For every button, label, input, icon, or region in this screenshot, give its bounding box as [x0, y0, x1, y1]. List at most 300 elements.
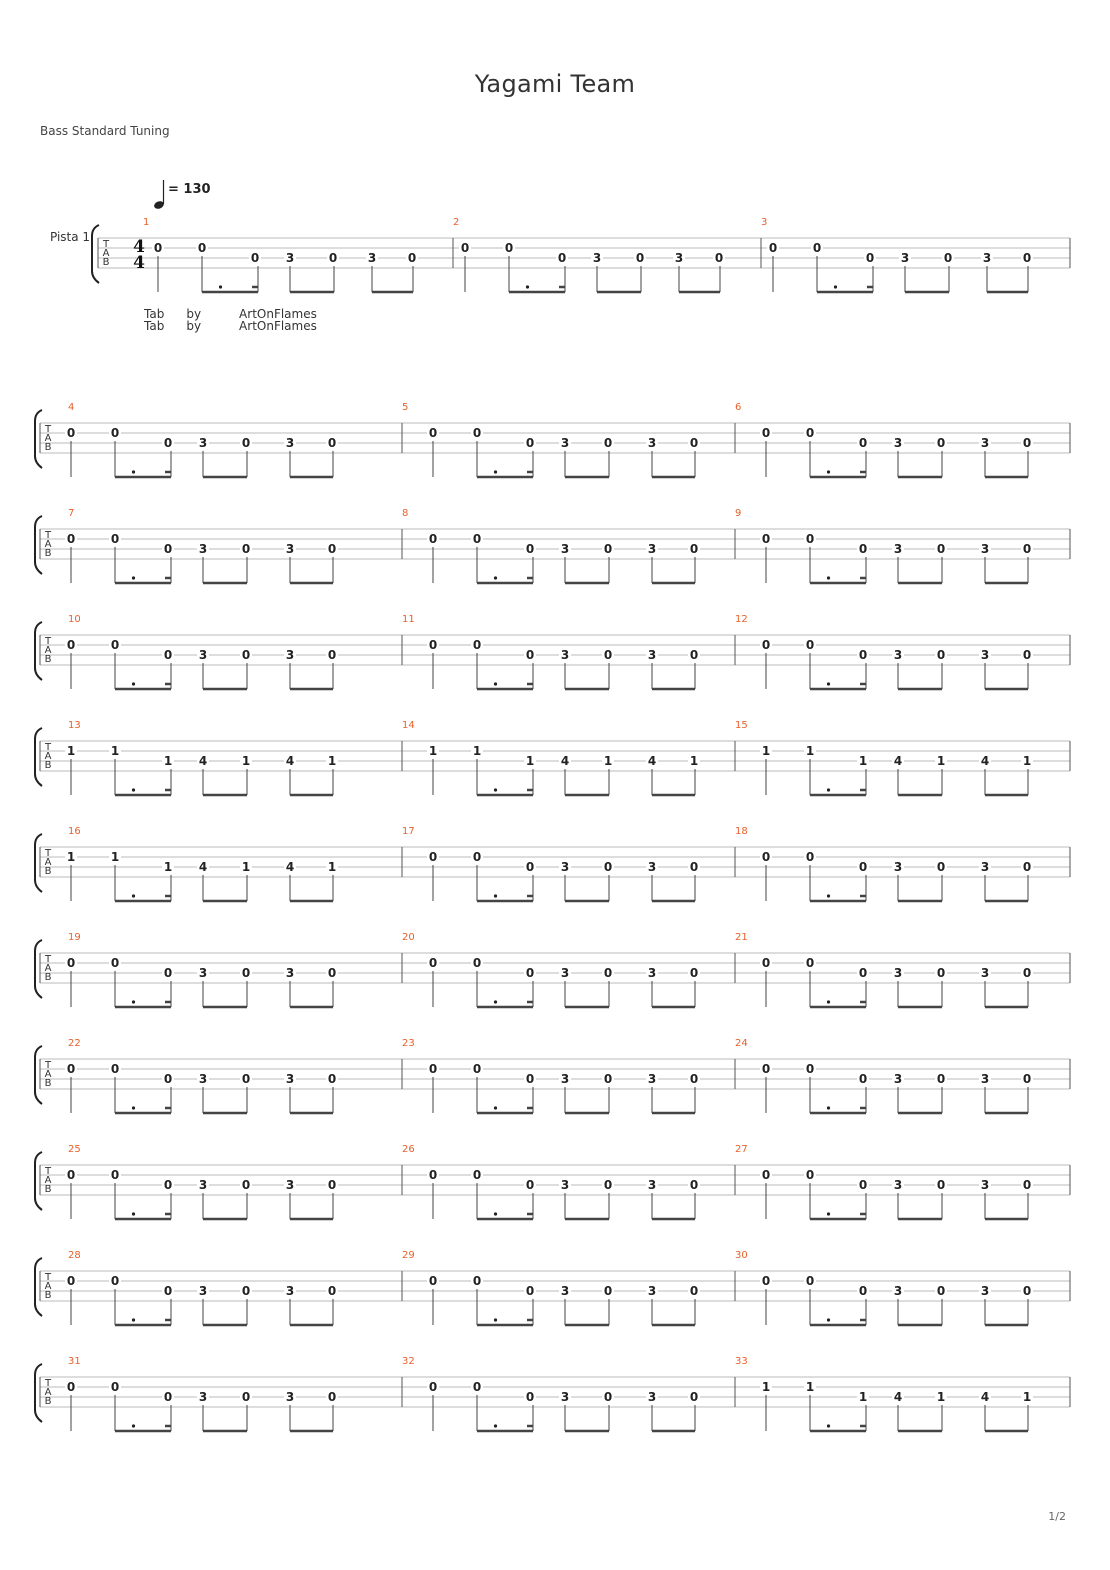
fret-number: 3 [980, 1072, 990, 1086]
fret-number: 0 [327, 542, 337, 556]
fret-number: 0 [525, 966, 535, 980]
fret-number: 0 [163, 1178, 173, 1192]
measure-number: 9 [735, 508, 742, 519]
measure-number: 23 [402, 1038, 415, 1049]
time-signature-top: 4 [133, 237, 145, 257]
tab-clef-letter: T [44, 848, 52, 859]
fret-number: 1 [761, 1380, 771, 1394]
fret-number: 3 [285, 1178, 295, 1192]
tab-clef-letter: T [44, 1060, 52, 1071]
tab-clef-letter: B [44, 654, 52, 665]
fret-number: 3 [980, 1284, 990, 1298]
tab-clef-letter: B [44, 972, 52, 983]
measure-number: 5 [402, 402, 409, 413]
fret-number: 0 [603, 1178, 613, 1192]
dot [827, 470, 830, 473]
fret-number: 3 [893, 860, 903, 874]
tab-clef-letter: T [102, 239, 110, 250]
fret-number: 3 [647, 1178, 657, 1192]
fret-number: 0 [1022, 648, 1032, 662]
measure-number: 1 [143, 217, 150, 228]
fret-number: 0 [241, 1178, 251, 1192]
measure-number: 3 [761, 217, 768, 228]
fret-number: 3 [647, 1390, 657, 1404]
fret-number: 0 [936, 860, 946, 874]
fret-number: 0 [1022, 1178, 1032, 1192]
fret-number: 3 [198, 1284, 208, 1298]
fret-number: 1 [1022, 1390, 1032, 1404]
system-bracket [35, 728, 42, 786]
fret-number: 0 [714, 251, 724, 265]
fret-number: 0 [689, 1284, 699, 1298]
dot [132, 788, 135, 791]
measure-number: 27 [735, 1144, 748, 1155]
fret-number: 3 [980, 860, 990, 874]
fret-number: 0 [936, 542, 946, 556]
dot [132, 576, 135, 579]
tab-clef-letter: T [44, 636, 52, 647]
measure-number: 15 [735, 720, 748, 731]
fret-number: 0 [327, 1072, 337, 1086]
fret-number: 0 [936, 1284, 946, 1298]
fret-number: 3 [980, 1178, 990, 1192]
fret-number: 0 [689, 860, 699, 874]
fret-number: 3 [647, 436, 657, 450]
fret-number: 3 [893, 542, 903, 556]
fret-number: 0 [163, 1390, 173, 1404]
fret-number: 0 [525, 1284, 535, 1298]
tempo-marking [153, 180, 210, 210]
fret-number: 0 [66, 956, 76, 970]
fret-number: 0 [603, 966, 613, 980]
measure-number: 18 [735, 826, 748, 837]
fret-number: 0 [472, 1274, 482, 1288]
measure-number: 19 [68, 932, 81, 943]
fret-number: 0 [428, 850, 438, 864]
fret-number: 0 [761, 1062, 771, 1076]
dot [132, 1318, 135, 1321]
fret-number: 4 [647, 754, 657, 768]
fret-number: 0 [66, 1168, 76, 1182]
fret-number: 3 [592, 251, 602, 265]
fret-number: 0 [805, 1274, 815, 1288]
fret-number: 0 [110, 956, 120, 970]
fret-number: 3 [647, 542, 657, 556]
dot [494, 894, 497, 897]
measure-number: 21 [735, 932, 748, 943]
dot [132, 894, 135, 897]
fret-number: 0 [66, 1062, 76, 1076]
track-name: Pista 1 [50, 230, 91, 244]
fret-number: 1 [858, 754, 868, 768]
tab-clef-letter: A [44, 751, 52, 762]
fret-number: 3 [198, 1178, 208, 1192]
fret-number: 0 [66, 532, 76, 546]
fret-number: 0 [110, 1168, 120, 1182]
measure-number: 7 [68, 508, 75, 519]
dot [827, 1000, 830, 1003]
fret-number: 0 [761, 1274, 771, 1288]
measure-number: 24 [735, 1038, 748, 1049]
dot [494, 470, 497, 473]
dot [827, 1212, 830, 1215]
fret-number: 4 [560, 754, 570, 768]
tab-clef-letter: T [44, 954, 52, 965]
fret-number: 0 [163, 966, 173, 980]
fret-number: 3 [560, 1390, 570, 1404]
fret-number: 0 [504, 241, 514, 255]
fret-number: 0 [1022, 860, 1032, 874]
fret-number: 0 [241, 436, 251, 450]
fret-number: 0 [428, 1274, 438, 1288]
dot [827, 788, 830, 791]
fret-number: 0 [805, 956, 815, 970]
fret-number: 0 [858, 860, 868, 874]
dot [132, 470, 135, 473]
tab-clef-letter: A [44, 645, 52, 656]
dot [494, 576, 497, 579]
fret-number: 3 [560, 1284, 570, 1298]
fret-number: 3 [198, 966, 208, 980]
fret-number: 0 [428, 1168, 438, 1182]
fret-number: 0 [936, 966, 946, 980]
tab-clef-letter: A [102, 248, 110, 259]
fret-number: 0 [865, 251, 875, 265]
tab-clef-letter: A [44, 433, 52, 444]
dot [132, 682, 135, 685]
fret-number: 3 [560, 860, 570, 874]
fret-number: 0 [110, 426, 120, 440]
time-signature-bottom: 4 [133, 253, 145, 273]
fret-number: 0 [858, 1072, 868, 1086]
system-bracket [35, 1152, 42, 1210]
fret-number: 0 [1022, 1072, 1032, 1086]
fret-number: 0 [472, 426, 482, 440]
fret-number: 3 [285, 1284, 295, 1298]
fret-number: 1 [936, 1390, 946, 1404]
fret-number: 0 [327, 436, 337, 450]
fret-number: 0 [858, 542, 868, 556]
dot [526, 285, 529, 288]
fret-number: 0 [761, 426, 771, 440]
fret-number: 0 [557, 251, 567, 265]
measure-number: 30 [735, 1250, 748, 1261]
fret-number: 0 [472, 1168, 482, 1182]
fret-number: 0 [603, 1390, 613, 1404]
tab-clef-letter: B [44, 1184, 52, 1195]
fret-number: 0 [689, 648, 699, 662]
fret-number: 1 [1022, 754, 1032, 768]
fret-number: 3 [198, 648, 208, 662]
fret-number: 3 [285, 251, 295, 265]
fret-number: 0 [241, 1072, 251, 1086]
fret-number: 0 [327, 1284, 337, 1298]
fret-number: 0 [163, 1284, 173, 1298]
measure-number: 28 [68, 1250, 81, 1261]
dot [827, 576, 830, 579]
fret-number: 0 [328, 251, 338, 265]
fret-number: 0 [812, 241, 822, 255]
fret-number: 3 [647, 966, 657, 980]
tab-clef-letter: B [44, 1078, 52, 1089]
tempo-value: = 130 [168, 182, 211, 197]
measure-number: 11 [402, 614, 415, 625]
fret-number: 3 [198, 1072, 208, 1086]
dot [827, 1106, 830, 1109]
fret-number: 3 [980, 542, 990, 556]
fret-number: 0 [327, 966, 337, 980]
system-bracket [35, 622, 42, 680]
fret-number: 0 [428, 532, 438, 546]
tab-clef-letter: B [44, 866, 52, 877]
system-bracket [35, 516, 42, 574]
fret-number: 0 [241, 542, 251, 556]
fret-number: 1 [327, 860, 337, 874]
fret-number: 0 [805, 1062, 815, 1076]
fret-number: 0 [603, 648, 613, 662]
fret-number: 0 [936, 1072, 946, 1086]
fret-number: 0 [250, 251, 260, 265]
fret-number: 0 [327, 1390, 337, 1404]
fret-number: 0 [603, 436, 613, 450]
fret-number: 0 [327, 648, 337, 662]
fret-number: 1 [163, 754, 173, 768]
fret-number: 4 [198, 860, 208, 874]
fret-number: 0 [1022, 436, 1032, 450]
fret-number: 0 [163, 436, 173, 450]
fret-number: 0 [241, 966, 251, 980]
fret-number: 0 [197, 241, 207, 255]
fret-number: 1 [66, 850, 76, 864]
tab-clef-letter: T [44, 530, 52, 541]
fret-number: 0 [689, 1178, 699, 1192]
fret-number: 3 [980, 966, 990, 980]
fret-number: 0 [761, 1168, 771, 1182]
fret-number: 0 [525, 1390, 535, 1404]
tuning-label: Bass Standard Tuning [40, 124, 170, 138]
dot [494, 1106, 497, 1109]
fret-number: 4 [198, 754, 208, 768]
dot [132, 1424, 135, 1427]
fret-number: 1 [110, 850, 120, 864]
fret-number: 3 [285, 648, 295, 662]
measure-number: 31 [68, 1356, 81, 1367]
fret-number: 0 [428, 638, 438, 652]
fret-number: 3 [647, 1284, 657, 1298]
fret-number: 3 [647, 1072, 657, 1086]
system-bracket [35, 834, 42, 892]
dot [494, 1424, 497, 1427]
fret-number: 0 [936, 648, 946, 662]
dot [494, 1000, 497, 1003]
fret-number: 0 [689, 1390, 699, 1404]
system-bracket [35, 1364, 42, 1422]
measure-number: 13 [68, 720, 81, 731]
fret-number: 0 [153, 241, 163, 255]
fret-number: 0 [525, 860, 535, 874]
fret-number: 0 [407, 251, 417, 265]
fret-number: 3 [560, 436, 570, 450]
fret-number: 0 [805, 1168, 815, 1182]
fret-number: 0 [1022, 1284, 1032, 1298]
fret-number: 3 [893, 1284, 903, 1298]
fret-number: 4 [285, 754, 295, 768]
fret-number: 1 [525, 754, 535, 768]
system-bracket [35, 1046, 42, 1104]
fret-number: 3 [980, 648, 990, 662]
dot [827, 1318, 830, 1321]
tab-systems [35, 217, 1070, 1431]
fret-number: 0 [472, 638, 482, 652]
fret-number: 0 [603, 1072, 613, 1086]
tab-clef-letter: A [44, 1387, 52, 1398]
credit-word: by [186, 319, 202, 333]
fret-number: 1 [858, 1390, 868, 1404]
tab-clef-letter: T [44, 1378, 52, 1389]
fret-number: 0 [163, 1072, 173, 1086]
fret-number: 3 [285, 1390, 295, 1404]
fret-number: 0 [858, 1284, 868, 1298]
tab-clef-letter: T [44, 1272, 52, 1283]
dot [219, 285, 222, 288]
fret-number: 3 [285, 436, 295, 450]
fret-number: 1 [472, 744, 482, 758]
tab-clef-letter: B [44, 548, 52, 559]
fret-number: 0 [805, 532, 815, 546]
fret-number: 0 [525, 1178, 535, 1192]
fret-number: 1 [603, 754, 613, 768]
fret-number: 0 [943, 251, 953, 265]
fret-number: 1 [110, 744, 120, 758]
tab-clef-letter: A [44, 963, 52, 974]
dot [494, 1318, 497, 1321]
credit-word: by [186, 307, 202, 321]
measure-number: 16 [68, 826, 81, 837]
fret-number: 0 [163, 542, 173, 556]
fret-number: 0 [327, 1178, 337, 1192]
measure-number: 29 [402, 1250, 415, 1261]
fret-number: 3 [893, 1178, 903, 1192]
dot [827, 894, 830, 897]
fret-number: 0 [689, 542, 699, 556]
fret-number: 0 [1022, 251, 1032, 265]
fret-number: 3 [285, 966, 295, 980]
fret-number: 1 [761, 744, 771, 758]
measure-number: 26 [402, 1144, 415, 1155]
fret-number: 1 [689, 754, 699, 768]
dot [827, 682, 830, 685]
tab-clef-letter: A [44, 1281, 52, 1292]
fret-number: 1 [327, 754, 337, 768]
fret-number: 0 [761, 532, 771, 546]
fret-number: 0 [241, 1390, 251, 1404]
fret-number: 0 [525, 542, 535, 556]
fret-number: 0 [241, 648, 251, 662]
fret-number: 0 [936, 436, 946, 450]
tab-clef-letter: B [44, 1290, 52, 1301]
fret-number: 1 [805, 744, 815, 758]
fret-number: 4 [893, 754, 903, 768]
system-bracket [35, 940, 42, 998]
credit-word: Tab [144, 319, 165, 333]
tab-clef-letter: B [102, 257, 110, 268]
tab-clef-letter: B [44, 1396, 52, 1407]
fret-number: 0 [428, 956, 438, 970]
fret-number: 1 [66, 744, 76, 758]
fret-number: 0 [525, 1072, 535, 1086]
dot [132, 1000, 135, 1003]
fret-number: 0 [858, 648, 868, 662]
fret-number: 0 [768, 241, 778, 255]
measure-number: 10 [68, 614, 81, 625]
tab-clef-letter: A [44, 539, 52, 550]
fret-number: 0 [805, 426, 815, 440]
fret-number: 3 [900, 251, 910, 265]
page-number: 1/2 [1048, 1510, 1066, 1523]
measure-number: 32 [402, 1356, 415, 1367]
fret-number: 0 [110, 532, 120, 546]
fret-number: 3 [198, 436, 208, 450]
fret-number: 0 [689, 436, 699, 450]
fret-number: 0 [472, 532, 482, 546]
dot [494, 1212, 497, 1215]
fret-number: 1 [936, 754, 946, 768]
dot [827, 1424, 830, 1427]
fret-number: 3 [198, 542, 208, 556]
system-bracket [35, 1258, 42, 1316]
fret-number: 0 [66, 638, 76, 652]
dot [132, 1106, 135, 1109]
fret-number: 0 [689, 1072, 699, 1086]
fret-number: 1 [163, 860, 173, 874]
fret-number: 1 [241, 754, 251, 768]
fret-number: 0 [428, 1380, 438, 1394]
tab-clef-letter: T [44, 424, 52, 435]
fret-number: 3 [647, 860, 657, 874]
song-title: Yagami Team [474, 70, 636, 98]
fret-number: 0 [472, 1380, 482, 1394]
fret-number: 0 [805, 638, 815, 652]
measure-number: 4 [68, 402, 75, 413]
measure-number: 12 [735, 614, 748, 625]
tab-clef-letter: T [44, 1166, 52, 1177]
fret-number: 0 [689, 966, 699, 980]
fret-number: 0 [761, 850, 771, 864]
measure-number: 14 [402, 720, 415, 731]
tab-clef-letter: T [44, 742, 52, 753]
credit-author: ArtOnFlames [239, 307, 317, 321]
fret-number: 0 [110, 1380, 120, 1394]
fret-number: 0 [603, 1284, 613, 1298]
dot [494, 788, 497, 791]
measure-number: 2 [453, 217, 460, 228]
measure-number: 33 [735, 1356, 748, 1367]
fret-number: 3 [285, 1072, 295, 1086]
tab-clef-letter: B [44, 442, 52, 453]
fret-number: 0 [936, 1178, 946, 1192]
fret-number: 0 [110, 1062, 120, 1076]
fret-number: 0 [66, 1380, 76, 1394]
fret-number: 1 [805, 1380, 815, 1394]
fret-number: 0 [761, 956, 771, 970]
fret-number: 3 [647, 648, 657, 662]
fret-number: 0 [603, 542, 613, 556]
fret-number: 0 [428, 1062, 438, 1076]
credit-word: Tab [144, 307, 165, 321]
measure-number: 25 [68, 1144, 81, 1155]
fret-number: 3 [560, 1178, 570, 1192]
fret-number: 3 [560, 542, 570, 556]
